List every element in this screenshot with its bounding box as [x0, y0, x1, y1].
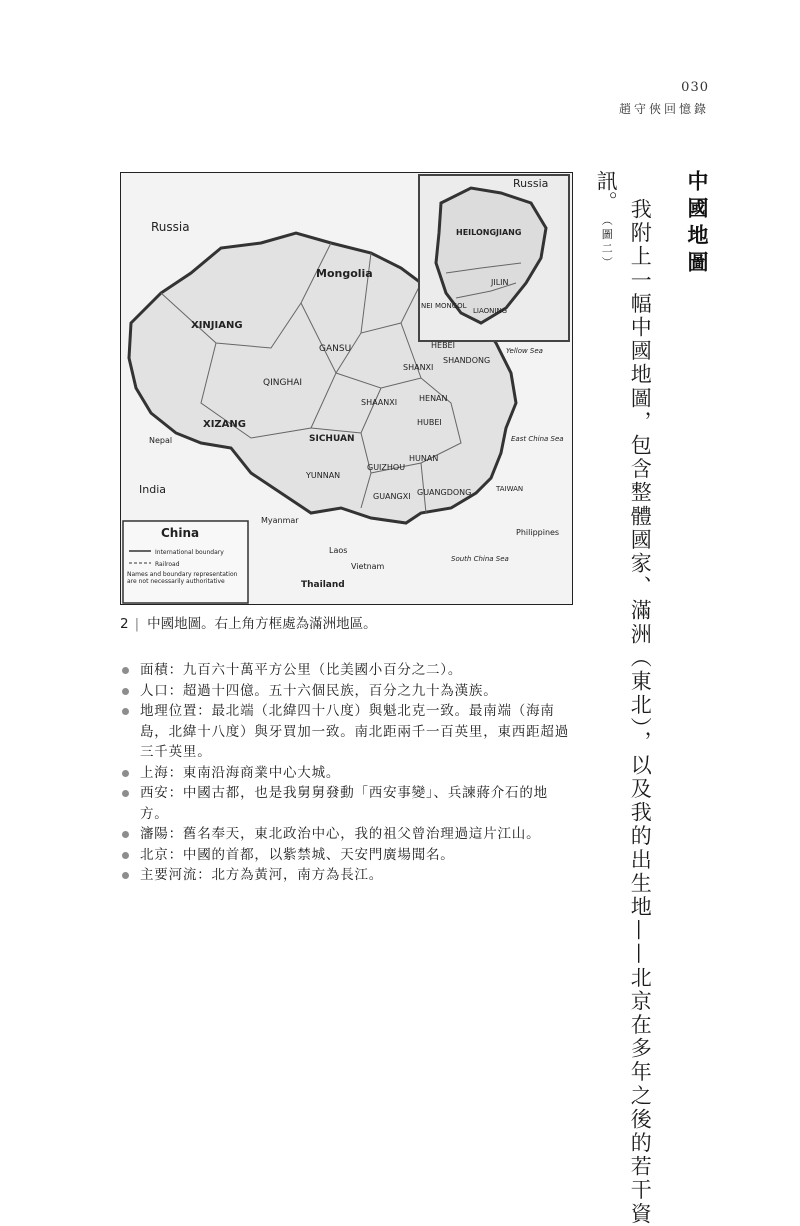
label-hebei: HEBEI — [431, 341, 455, 350]
body-text-column-2 — [593, 170, 618, 271]
label-jilin: JILIN — [491, 278, 509, 287]
label-russia-inset: Russia — [513, 177, 549, 190]
label-vietnam: Vietnam — [351, 562, 385, 571]
bullet-icon — [122, 667, 129, 674]
label-liaoning: LIAONING — [473, 307, 508, 315]
list-item: 人口：超過十四億。五十六個民族，百分之九十為漢族。 — [118, 681, 573, 702]
body-text-end: 訊。 — [594, 170, 619, 212]
legend-railroad: Railroad — [155, 561, 180, 568]
label-guangdong: GUANGDONG — [417, 488, 472, 497]
page-number: 030 — [681, 80, 709, 95]
list-item: 西安：中國古都，也是我舅舅發動「西安事變」、兵諫蔣介石的地方。 — [118, 783, 573, 824]
label-india: India — [139, 483, 166, 496]
bullet-icon — [122, 790, 129, 797]
bullet-icon — [122, 708, 129, 715]
label-sichuan: SICHUAN — [309, 434, 355, 444]
label-yellow-sea: Yellow Sea — [506, 347, 543, 355]
section-title: 中國地圖 — [685, 170, 710, 278]
label-hunan: HUNAN — [409, 454, 439, 463]
label-laos: Laos — [329, 546, 348, 555]
figure-number: 2 — [120, 616, 129, 632]
label-qinghai: QINGHAI — [263, 378, 303, 388]
label-shaanxi: SHAANXI — [361, 398, 398, 407]
label-myanmar: Myanmar — [261, 516, 299, 525]
bullet-icon — [122, 872, 129, 879]
running-head: 趙守俠回憶錄 — [618, 102, 709, 116]
figure-caption — [120, 612, 377, 632]
label-xizang: XIZANG — [203, 419, 246, 430]
label-east-china-sea: East China Sea — [511, 435, 564, 443]
label-henan: HENAN — [419, 394, 448, 403]
list-item: 面積：九百六十萬平方公里（比美國小百分之二）。 — [118, 660, 573, 681]
body-text-column-1: 我附上一幅中國地圖，包含整體國家、滿洲（東北），以及我的出生地——北京在多年之後的若干資 — [628, 198, 653, 1226]
caption-separator: | — [134, 616, 140, 632]
china-map-figure — [120, 172, 573, 605]
label-yunnan: YUNNAN — [306, 471, 341, 480]
label-philippines: Philippines — [516, 528, 560, 537]
legend-note: Names and boundary representation are not necessarily authoritative — [127, 571, 238, 585]
label-russia-main: Russia — [151, 220, 190, 234]
bullet-icon — [122, 688, 129, 695]
label-gansu: GANSU — [319, 344, 352, 354]
label-xinjiang: XINJIANG — [191, 320, 243, 331]
label-shandong: SHANDONG — [443, 356, 491, 365]
china-facts-list — [118, 660, 573, 886]
list-item: 瀋陽：舊名奉天，東北政治中心，我的祖父曾治理過這片江山。 — [118, 824, 573, 845]
label-nei-mongol: NEI MONGOL — [421, 302, 467, 310]
figure-caption-text: 中國地圖。右上角方框處為滿洲地區。 — [147, 616, 377, 632]
bullet-icon — [122, 831, 129, 838]
label-nepal: Nepal — [149, 436, 173, 445]
label-heilongjiang: HEILONGJIANG — [456, 228, 522, 237]
list-item: 地理位置：最北端（北緯四十八度）與魁北克一致。最南端（海南島，北緯十八度）與牙買加一致。南北距兩千一百英里，東西距超過三千英里。 — [118, 701, 573, 763]
bullet-icon — [122, 852, 129, 859]
list-item: 北京：中國的首都，以紫禁城、天安門廣場聞名。 — [118, 845, 573, 866]
label-mongolia: Mongolia — [316, 267, 373, 280]
list-item: 主要河流：北方為黃河，南方為長江。 — [118, 865, 573, 886]
bullet-icon — [122, 770, 129, 777]
label-shanxi: SHANXI — [403, 363, 434, 372]
label-thailand: Thailand — [301, 580, 345, 590]
legend-title: China — [161, 526, 200, 540]
legend-boundary: International boundary — [155, 549, 224, 556]
label-guizhou: GUIZHOU — [367, 463, 406, 472]
list-item: 上海：東南沿海商業中心大城。 — [118, 763, 573, 784]
figure-reference: （圖二） — [600, 220, 614, 271]
label-taiwan: TAIWAN — [496, 485, 524, 493]
label-hubei: HUBEI — [417, 418, 442, 427]
label-south-china-sea: South China Sea — [451, 555, 509, 563]
label-guangxi: GUANGXI — [373, 492, 411, 501]
